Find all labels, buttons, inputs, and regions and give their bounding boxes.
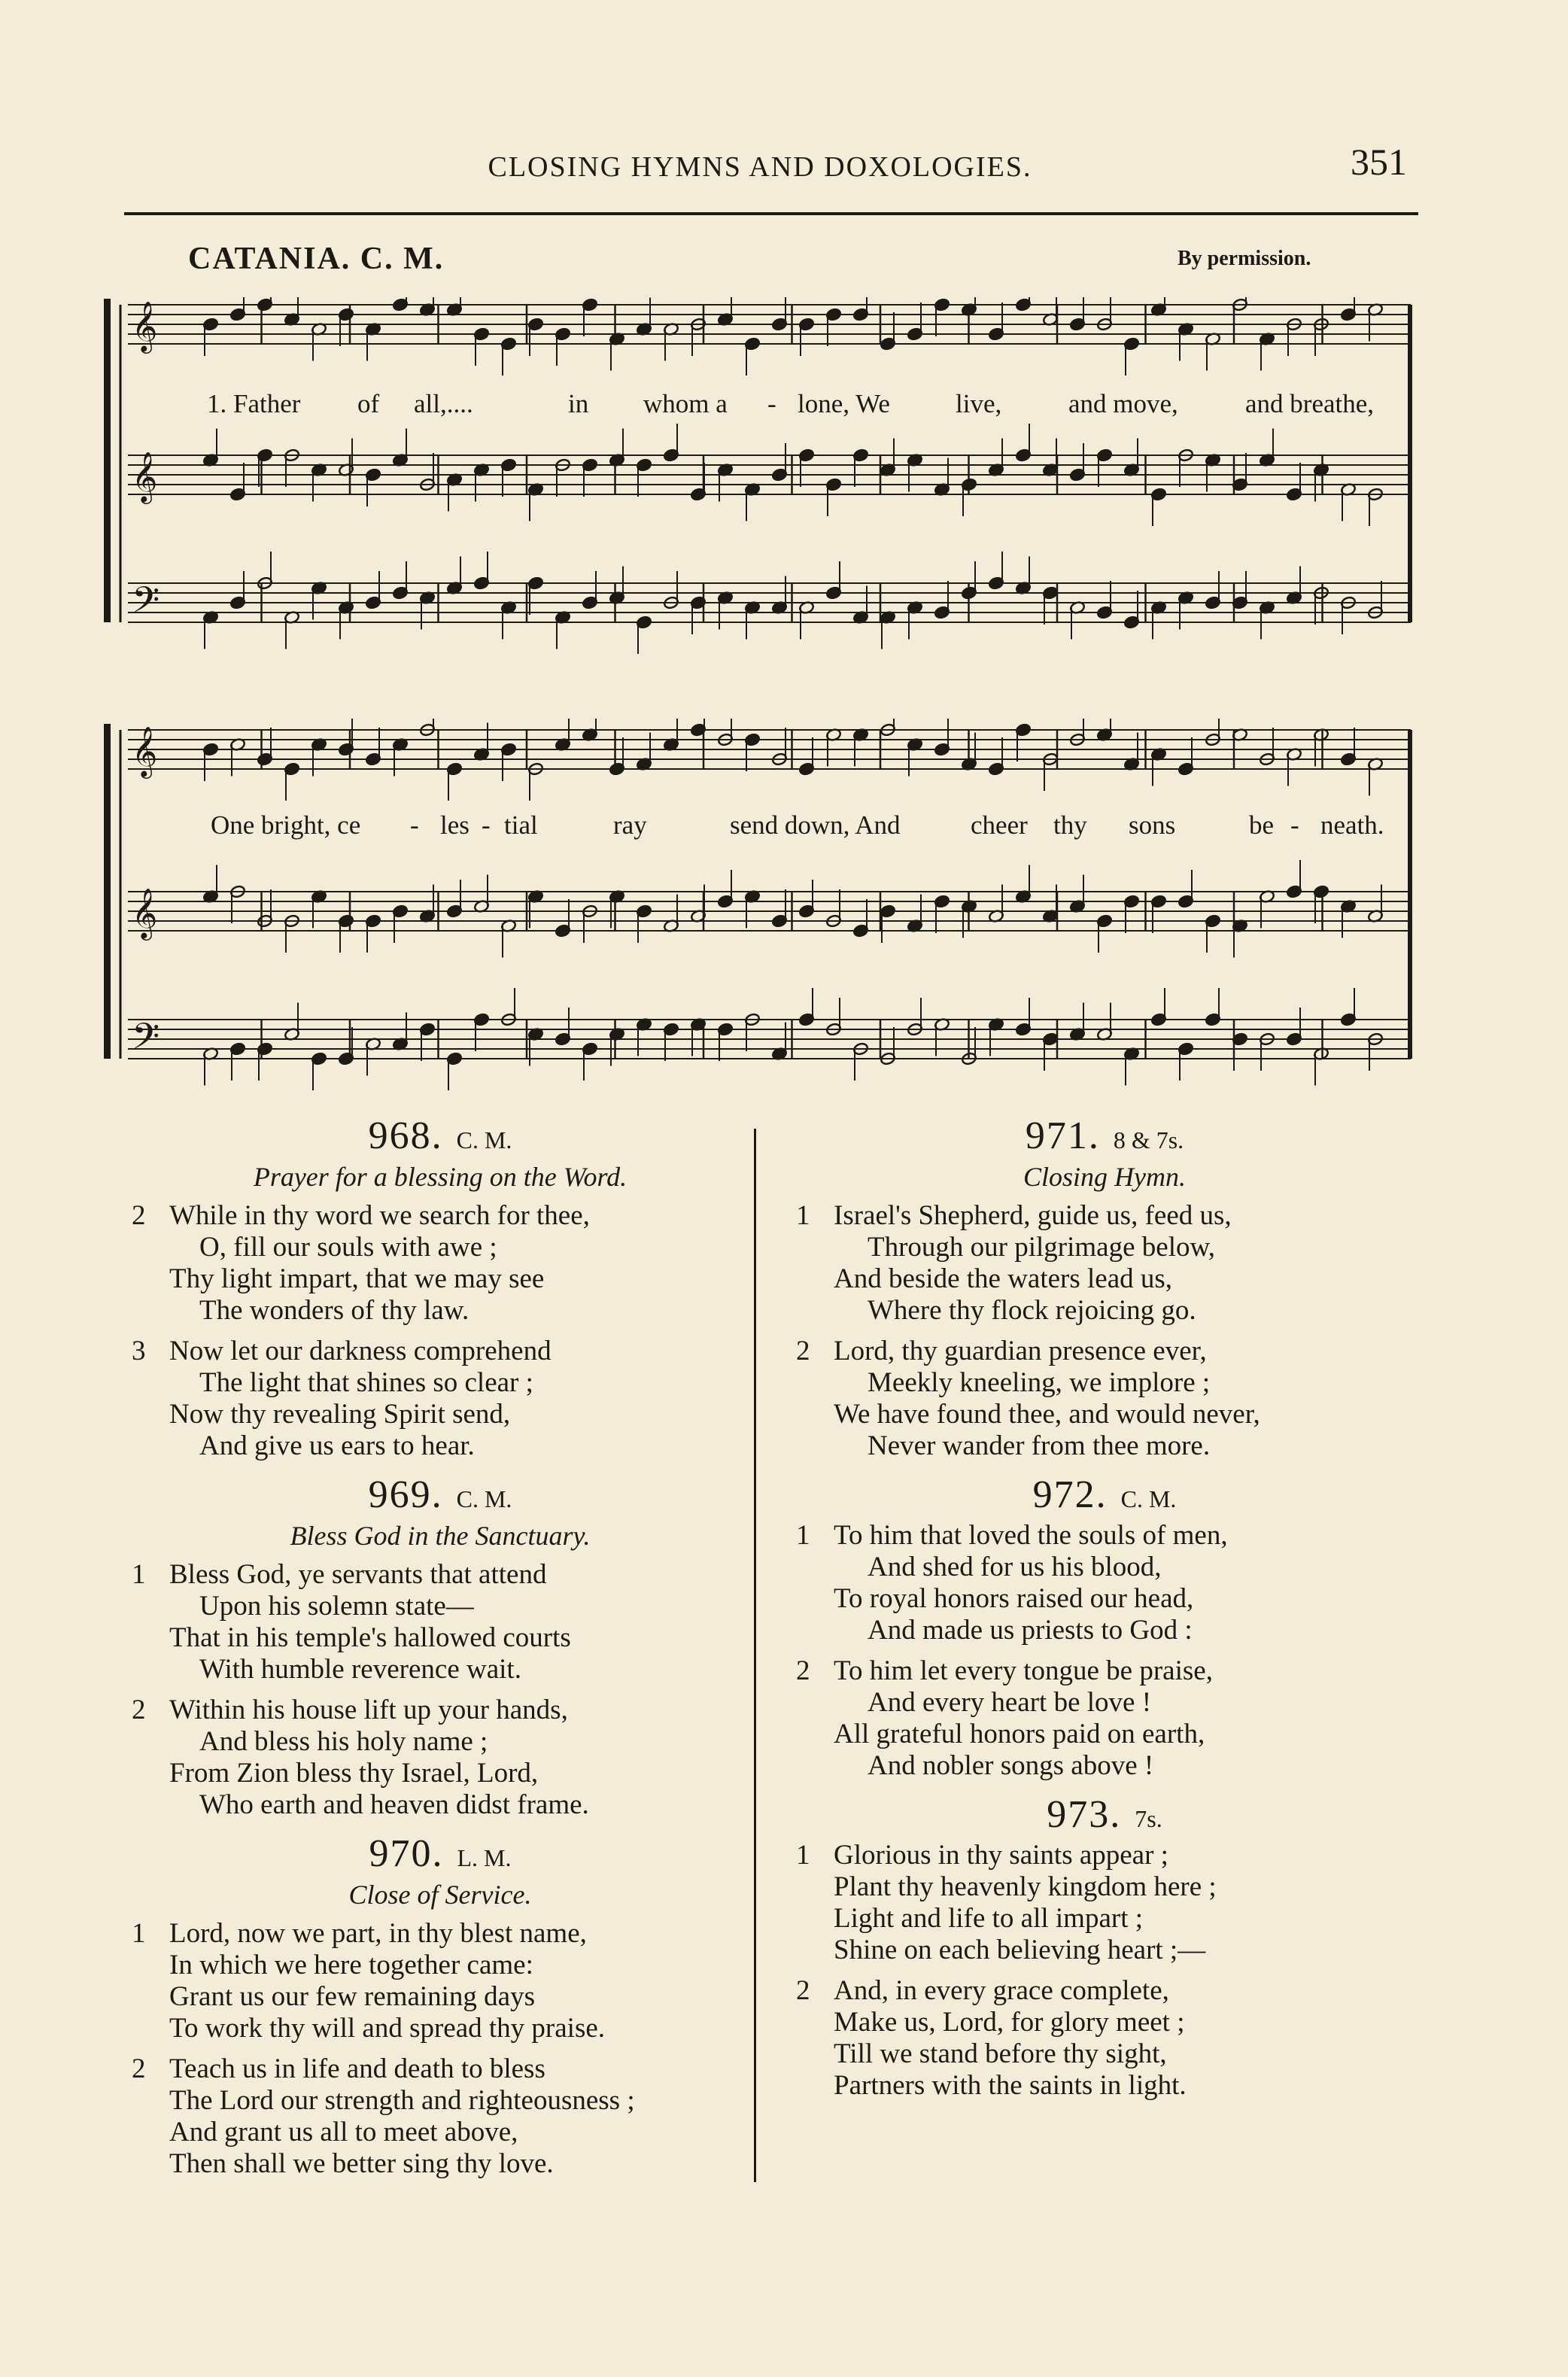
stanza bbox=[132, 2053, 749, 2180]
verse-line bbox=[132, 1622, 749, 1654]
final-bar bbox=[1408, 730, 1412, 1059]
verse-text: The wonders of thy law. bbox=[199, 1295, 469, 1326]
final-bar bbox=[1408, 305, 1412, 622]
verse-line bbox=[132, 1559, 749, 1591]
hymn bbox=[132, 1473, 749, 1821]
verse-line bbox=[796, 1232, 1413, 1263]
stanza bbox=[132, 1336, 749, 1462]
stanza-number: 2 bbox=[132, 1200, 146, 1231]
lyric-syllable: - bbox=[410, 810, 419, 840]
lyric-syllable: sons bbox=[1129, 810, 1176, 840]
verse-line bbox=[796, 1935, 1413, 1966]
verse-line bbox=[132, 1399, 749, 1430]
verse-text: And nobler songs above ! bbox=[868, 1750, 1154, 1781]
verse-line bbox=[796, 1840, 1413, 1871]
hymn-title: Bless God in the Sanctuary. bbox=[290, 1521, 591, 1551]
verse-text: Within his house lift up your hands, bbox=[169, 1695, 568, 1725]
verse-text: To him let every tongue be praise, bbox=[834, 1655, 1213, 1686]
hymn bbox=[132, 1114, 749, 1462]
verse-text: Lord, now we part, in thy blest name, bbox=[169, 1918, 587, 1949]
tune-title: CATANIA. C. M. bbox=[188, 242, 445, 276]
stanza-number: 1 bbox=[796, 1200, 810, 1231]
verse-text: Make us, Lord, for glory meet ; bbox=[834, 2007, 1185, 2038]
verse-text: Israel's Shepherd, guide us, feed us, bbox=[834, 1200, 1232, 1231]
verse-line bbox=[796, 1719, 1413, 1750]
verse-text: And every heart be love ! bbox=[868, 1687, 1152, 1718]
verse-line bbox=[796, 1750, 1413, 1782]
verse-text: Teach us in life and death to bless bbox=[169, 2053, 545, 2084]
stanza bbox=[132, 1200, 749, 1327]
lyric-syllable: all,.... bbox=[414, 389, 473, 418]
verse-text: Plant thy heavenly kingdom here ; bbox=[834, 1871, 1217, 1902]
running-title: CLOSING HYMNS AND DOXOLOGIES. bbox=[488, 151, 1032, 183]
bass-clef: 𝄢 bbox=[132, 579, 160, 630]
treble-clef: 𝄞 bbox=[132, 725, 158, 777]
lyric-syllable: lone, We bbox=[798, 389, 890, 418]
hymn-heading bbox=[132, 1831, 749, 1876]
verse-line bbox=[796, 1520, 1413, 1552]
permission-note: By permission. bbox=[1178, 247, 1311, 270]
hymn-meter: 7s. bbox=[1135, 1805, 1162, 1832]
hymn-number: 973. bbox=[1047, 1793, 1122, 1836]
hymn-meter: L. M. bbox=[457, 1844, 512, 1871]
hymn-title: Close of Service. bbox=[348, 1880, 532, 1910]
music-system-1 bbox=[98, 297, 1422, 658]
verse-line bbox=[132, 1918, 749, 1950]
hymn-title: Prayer for a blessing on the Word. bbox=[253, 1162, 628, 1192]
music-notation-system-2 bbox=[98, 719, 1422, 1095]
stanza-number: 2 bbox=[796, 1336, 810, 1366]
verse-text: To royal honors raised our head, bbox=[834, 1583, 1194, 1614]
verse-line bbox=[796, 1583, 1413, 1615]
bass-clef: 𝄢 bbox=[132, 1015, 160, 1066]
stanza-number: 1 bbox=[132, 1559, 146, 1590]
lyric-syllable: be bbox=[1249, 810, 1275, 840]
verse-line bbox=[132, 1336, 749, 1367]
verse-line bbox=[796, 1336, 1413, 1367]
stanza-number: 3 bbox=[132, 1336, 146, 1366]
verse-line bbox=[796, 1430, 1413, 1462]
verse-text: That in his temple's hallowed courts bbox=[169, 1622, 571, 1653]
column-divider bbox=[754, 1129, 756, 2182]
verse-text: Who earth and heaven didst frame. bbox=[199, 1789, 589, 1820]
verse-line bbox=[796, 1367, 1413, 1399]
hymn-meter: C. M. bbox=[1120, 1485, 1177, 1512]
verse-text: Then shall we better sing thy love. bbox=[169, 2148, 554, 2179]
verse-line bbox=[796, 1903, 1413, 1935]
verse-line bbox=[132, 1758, 749, 1789]
verse-text: O, fill our souls with awe ; bbox=[199, 1232, 497, 1263]
hymn-heading bbox=[796, 1114, 1413, 1158]
verse-text: Upon his solemn state— bbox=[199, 1591, 474, 1622]
verse-line bbox=[796, 1399, 1413, 1430]
verse-text: All grateful honors paid on earth, bbox=[834, 1719, 1205, 1749]
stanza bbox=[796, 1840, 1413, 1966]
verse-text: And grant us all to meet above, bbox=[169, 2117, 518, 2148]
verse-text: Thy light impart, that we may see bbox=[169, 1263, 545, 1294]
lyric-syllable: in bbox=[568, 389, 589, 418]
verse-line bbox=[796, 1687, 1413, 1719]
verse-line bbox=[132, 1950, 749, 1981]
verse-line bbox=[796, 1871, 1413, 1903]
stanza bbox=[132, 1559, 749, 1685]
verse-text: Meekly kneeling, we implore ; bbox=[868, 1367, 1211, 1398]
verse-text: While in thy word we search for thee, bbox=[169, 1200, 590, 1231]
verse-line bbox=[132, 1263, 749, 1295]
verse-text: And bless his holy name ; bbox=[199, 1726, 488, 1757]
verse-line bbox=[132, 2013, 749, 2044]
stanza-number: 2 bbox=[796, 1655, 810, 1686]
verse-line bbox=[132, 1367, 749, 1399]
hymn-heading bbox=[796, 1473, 1413, 1517]
stanza bbox=[796, 1975, 1413, 2102]
lyric-syllable: send down, And bbox=[730, 810, 901, 840]
verse-text: To work thy will and spread thy praise. bbox=[169, 2013, 606, 2044]
lyric-syllable: live, bbox=[956, 389, 1002, 418]
header-rule bbox=[124, 212, 1418, 215]
verse-text: And beside the waters lead us, bbox=[834, 1263, 1173, 1294]
verse-line bbox=[132, 1591, 749, 1622]
verse-text: Now let our darkness comprehend bbox=[169, 1336, 552, 1366]
treble-clef: 𝄞 bbox=[132, 887, 158, 938]
lyric-syllable: - bbox=[1290, 810, 1299, 840]
verse-line bbox=[796, 1200, 1413, 1232]
verse-line bbox=[132, 2117, 749, 2148]
verse-text: With humble reverence wait. bbox=[199, 1654, 521, 1685]
verse-line bbox=[796, 1615, 1413, 1646]
verse-text: The Lord our strength and righteousness ; bbox=[169, 2085, 635, 2116]
system-brace bbox=[104, 724, 111, 1059]
stanza-number: 1 bbox=[132, 1918, 146, 1949]
lyric-syllable: thy bbox=[1053, 810, 1087, 840]
stanza bbox=[796, 1520, 1413, 1646]
stanza-number: 2 bbox=[132, 2053, 146, 2084]
verse-line bbox=[132, 2148, 749, 2180]
hymn-number: 972. bbox=[1032, 1473, 1108, 1516]
verse-text: And give us ears to hear. bbox=[199, 1430, 475, 1461]
stanza-number: 2 bbox=[796, 1975, 810, 2006]
treble-clef: 𝄞 bbox=[132, 300, 158, 351]
lyric-syllable: - bbox=[482, 810, 491, 840]
hymn-heading bbox=[796, 1792, 1413, 1837]
verse-text: The light that shines so clear ; bbox=[199, 1367, 533, 1398]
verse-text: Never wander from thee more. bbox=[868, 1430, 1211, 1461]
verse-text: And, in every grace complete, bbox=[834, 1975, 1169, 2006]
verse-text: Now thy revealing Spirit send, bbox=[169, 1399, 511, 1430]
stanza bbox=[132, 1918, 749, 2044]
stanza bbox=[132, 1695, 749, 1821]
verse-text: From Zion bless thy Israel, Lord, bbox=[169, 1758, 539, 1789]
hymn-number: 968. bbox=[368, 1114, 443, 1157]
hymn bbox=[796, 1114, 1413, 1462]
verse-line bbox=[796, 1975, 1413, 2007]
lyric-syllable: and breathe, bbox=[1245, 389, 1375, 418]
hymn-number: 971. bbox=[1025, 1114, 1100, 1157]
verse-line bbox=[132, 1295, 749, 1327]
verse-line bbox=[796, 1552, 1413, 1583]
verse-text: Shine on each believing heart ;— bbox=[834, 1935, 1206, 1965]
treble-clef: 𝄞 bbox=[132, 451, 158, 502]
verse-text: To him that loved the souls of men, bbox=[834, 1520, 1228, 1551]
verse-line bbox=[132, 1981, 749, 2013]
verse-line bbox=[796, 1263, 1413, 1295]
hymn bbox=[132, 1831, 749, 2180]
stanza-number: 1 bbox=[796, 1840, 810, 1871]
page-number: 351 bbox=[1351, 141, 1407, 183]
verse-text: Till we stand before thy sight, bbox=[834, 2038, 1167, 2069]
verse-text: Bless God, ye servants that attend bbox=[169, 1559, 547, 1590]
verse-line bbox=[132, 1232, 749, 1263]
hymns-left-column bbox=[132, 1114, 749, 2190]
lyric-syllable: les bbox=[440, 810, 469, 840]
lyric-syllable: tial bbox=[504, 810, 538, 840]
hymn-number: 969. bbox=[368, 1473, 443, 1516]
verse-line bbox=[132, 1430, 749, 1462]
verse-line bbox=[796, 2070, 1413, 2102]
verse-text: And made us priests to God : bbox=[868, 1615, 1193, 1646]
stanza-number: 2 bbox=[132, 1695, 146, 1725]
stanza bbox=[796, 1200, 1413, 1327]
verse-line bbox=[132, 1695, 749, 1726]
lyric-syllable: ray bbox=[613, 810, 647, 840]
verse-line bbox=[796, 1295, 1413, 1327]
verse-line bbox=[132, 1654, 749, 1685]
lyric-syllable: 1. Father bbox=[207, 389, 301, 418]
verse-text: Glorious in thy saints appear ; bbox=[834, 1840, 1168, 1871]
verse-text: We have found thee, and would never, bbox=[834, 1399, 1260, 1430]
lyric-syllable: neath. bbox=[1320, 810, 1384, 840]
verse-line bbox=[796, 1655, 1413, 1687]
lyric-syllable: One bright, ce bbox=[211, 810, 361, 840]
hymn bbox=[796, 1792, 1413, 2102]
verse-line bbox=[796, 2007, 1413, 2038]
lyric-syllable: cheer bbox=[971, 810, 1028, 840]
hymns-right-column bbox=[796, 1114, 1413, 2112]
verse-line bbox=[132, 1789, 749, 1821]
verse-text: And shed for us his blood, bbox=[868, 1552, 1162, 1582]
hymn-heading bbox=[132, 1473, 749, 1517]
stanza bbox=[796, 1655, 1413, 1782]
lyric-syllable: and move, bbox=[1068, 389, 1178, 418]
verse-text: Lord, thy guardian presence ever, bbox=[834, 1336, 1207, 1366]
lyric-syllable: whom a bbox=[643, 389, 728, 418]
hymn-heading bbox=[132, 1114, 749, 1158]
verse-text: In which we here together came: bbox=[169, 1950, 533, 1980]
lyric-syllable: of bbox=[357, 389, 380, 418]
verse-text: Where thy flock rejoicing go. bbox=[868, 1295, 1196, 1326]
verse-text: Partners with the saints in light. bbox=[834, 2070, 1187, 2101]
hymn bbox=[796, 1473, 1413, 1782]
hymn-meter: C. M. bbox=[456, 1126, 512, 1154]
verse-line bbox=[132, 1200, 749, 1232]
music-notation-system-1 bbox=[98, 297, 1422, 658]
verse-line bbox=[796, 2038, 1413, 2070]
verse-line bbox=[132, 1726, 749, 1758]
verse-line bbox=[132, 2085, 749, 2117]
verse-line bbox=[132, 2053, 749, 2085]
system-brace bbox=[104, 299, 111, 622]
verse-text: Light and life to all impart ; bbox=[834, 1903, 1144, 1934]
hymn-meter: 8 & 7s. bbox=[1113, 1126, 1184, 1154]
music-system-2 bbox=[98, 719, 1422, 1095]
hymn-meter: C. M. bbox=[456, 1485, 512, 1512]
stanza-number: 1 bbox=[796, 1520, 810, 1551]
hymn-number: 970. bbox=[369, 1832, 444, 1875]
hymn-title: Closing Hymn. bbox=[1023, 1162, 1186, 1192]
stanza bbox=[796, 1336, 1413, 1462]
verse-text: Through our pilgrimage below, bbox=[868, 1232, 1216, 1263]
lyric-syllable: - bbox=[767, 389, 776, 418]
verse-text: Grant us our few remaining days bbox=[169, 1981, 536, 2012]
